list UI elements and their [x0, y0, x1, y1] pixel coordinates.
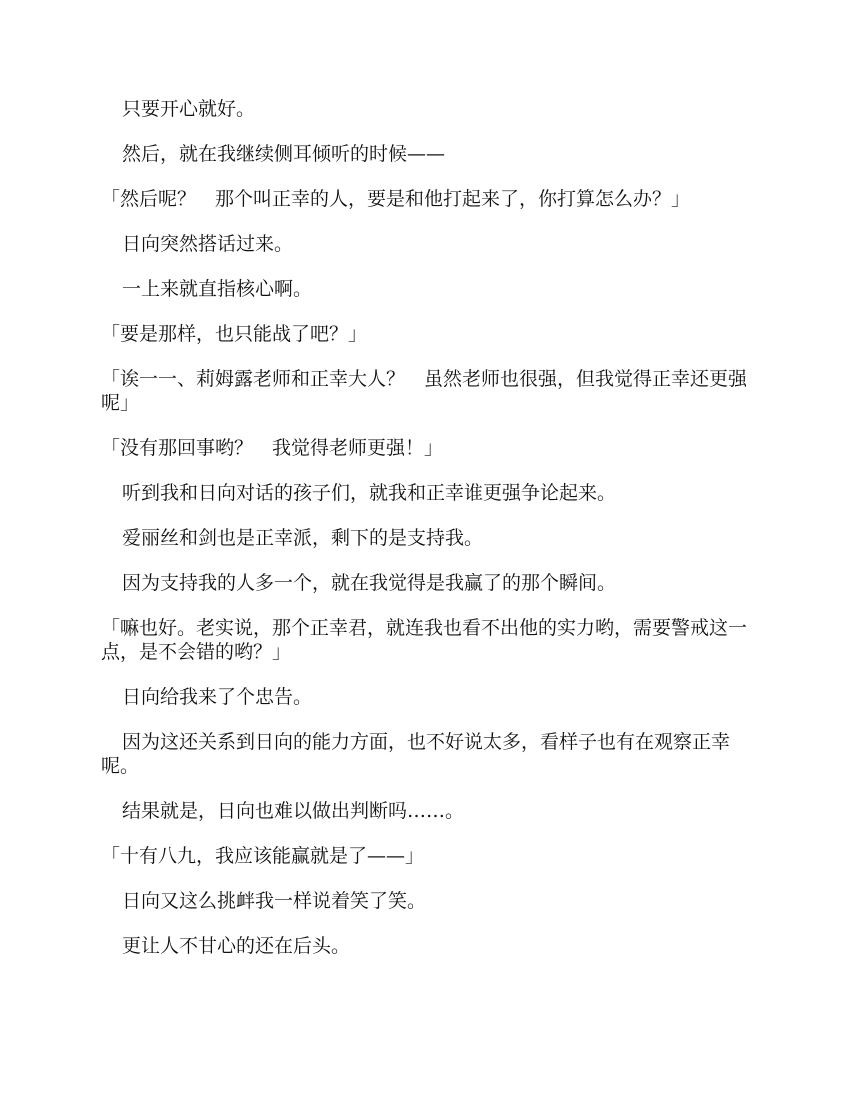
dialogue-paragraph-3: 「然后呢？ 那个叫正幸的人，要是和他打起来了，你打算怎么办？」	[101, 188, 691, 210]
paragraph-10: 爱丽丝和剑也是正幸派，剩下的是支持我。	[122, 527, 484, 549]
dialogue-paragraph-16: 「十有八九，我应该能赢就是了——」	[101, 845, 425, 867]
paragraph-4: 日向突然搭话过来。	[122, 233, 294, 255]
paragraph-5: 一上来就直指核心啊。	[122, 278, 313, 300]
paragraph-15: 结果就是，日向也难以做出判断吗……。	[122, 800, 465, 822]
paragraph-2: 然后，就在我继续侧耳倾听的时候——	[122, 143, 446, 165]
dialogue-paragraph-6: 「要是那样，也只能战了吧？」	[101, 323, 368, 345]
body-text	[101, 97, 751, 979]
paragraph-18: 更让人不甘心的还在后头。	[122, 935, 351, 957]
paragraph-13: 日向给我来了个忠告。	[122, 686, 313, 708]
dialogue-paragraph-12: 「嘛也好。老实说，那个正幸君，就连我也看不出他的实力哟，需要警戒这一点，是不会错的哟？」	[101, 617, 748, 663]
paragraph-14: 因为这还关系到日向的能力方面，也不好说太多，看样子也有在观察正幸呢。	[101, 731, 731, 777]
paragraph-1: 只要开心就好。	[122, 98, 256, 120]
dialogue-paragraph-7: 「诶一一、莉姆露老师和正幸大人？ 虽然老师也很强，但我觉得正幸还更强呢」	[101, 368, 748, 414]
paragraph-17: 日向又这么挑衅我一样说着笑了笑。	[122, 890, 427, 912]
paragraph-11: 因为支持我的人多一个，就在我觉得是我赢了的那个瞬间。	[122, 572, 617, 594]
dialogue-paragraph-8: 「没有那回事哟？ 我觉得老师更强！」	[101, 437, 444, 459]
paragraph-9: 听到我和日向对话的孩子们，就我和正幸谁更强争论起来。	[122, 482, 617, 504]
